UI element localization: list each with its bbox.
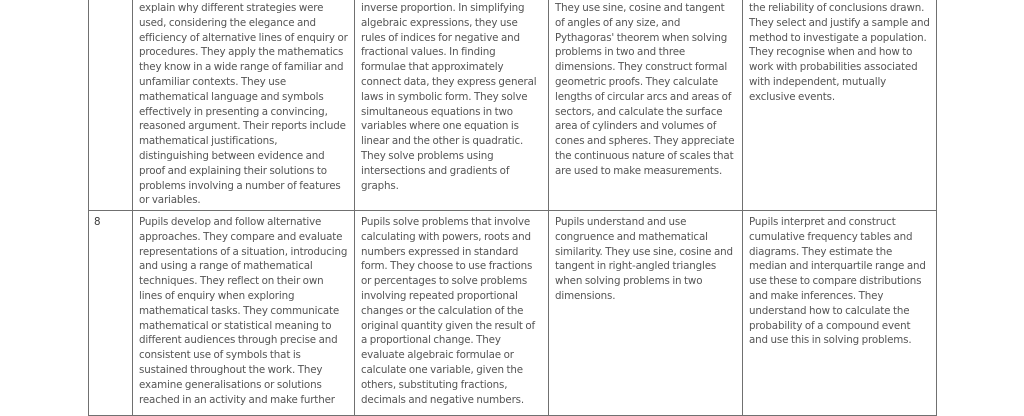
attainment-levels-table bbox=[88, 0, 937, 416]
using-applying-cell: explain why different strategies were used, considering the elegance and efficiency of alternative lines of enquiry or procedures. They apply the mathematics they know in a wide range of familiar and unfamiliar contexts. They use mathematical language and symbols effectively in presenting a convincing, reasoned argument. Their reports include mathematical justifications, distinguishing between evidence and proof and explaining their solutions to problems involving a number of features or variables. bbox=[133, 0, 355, 211]
level-cell: 8 bbox=[89, 211, 133, 416]
number-algebra-cell: inverse proportion. In simplifying algebraic expressions, they use rules of indices for negative and fractional values. In finding formulae that approximately connect data, they express general laws in symbolic form. They solve simultaneous equations in two variables where one equation is linear and the other is quadratic. They solve problems using intersections and gradients of graphs. bbox=[355, 0, 549, 211]
table-row bbox=[89, 211, 937, 416]
handling-data-cell: the reliability of conclusions drawn. They select and justify a sample and method to investigate a population. They recognise when and how to work with probabilities associated with independent, mutually exclusive events. bbox=[743, 0, 937, 211]
handling-data-cell: Pupils interpret and construct cumulative frequency tables and diagrams. They estimate the median and interquartile range and use these to compare distributions and make inferences. They understand how to calculate the probability of a compound event and use this in solving problems. bbox=[743, 211, 937, 416]
using-applying-cell: Pupils develop and follow alternative approaches. They compare and evaluate representations of a situation, introducing and using a range of mathematical techniques. They reflect on their own lines of enquiry when exploring mathematical tasks. They communicate mathematical or statistical meaning to different audiences through precise and consistent use of symbols that is sustained throughout the work. They examine generalisations or solutions reached in an activity and make further bbox=[133, 211, 355, 416]
shape-space-measures-cell: They use sine, cosine and tangent of angles of any size, and Pythagoras' theorem when solving problems in two and three dimensions. They construct formal geometric proofs. They calculate lengths of circular arcs and areas of sectors, and calculate the surface area of cylinders and volumes of cones and spheres. They appreciate the continuous nature of scales that are used to make measurements. bbox=[549, 0, 743, 211]
shape-space-measures-cell: Pupils understand and use congruence and mathematical similarity. They use sine, cosine and tangent in right-angled triangles when solving problems in two dimensions. bbox=[549, 211, 743, 416]
number-algebra-cell: Pupils solve problems that involve calculating with powers, roots and numbers expressed in standard form. They choose to use fractions or percentages to solve problems involving repeated proportional changes or the calculation of the original quantity given the result of a proportional change. They evaluate algebraic formulae or calculate one variable, given the others, substituting fractions, decimals and negative numbers. bbox=[355, 211, 549, 416]
table-row bbox=[89, 0, 937, 211]
level-cell bbox=[89, 0, 133, 211]
